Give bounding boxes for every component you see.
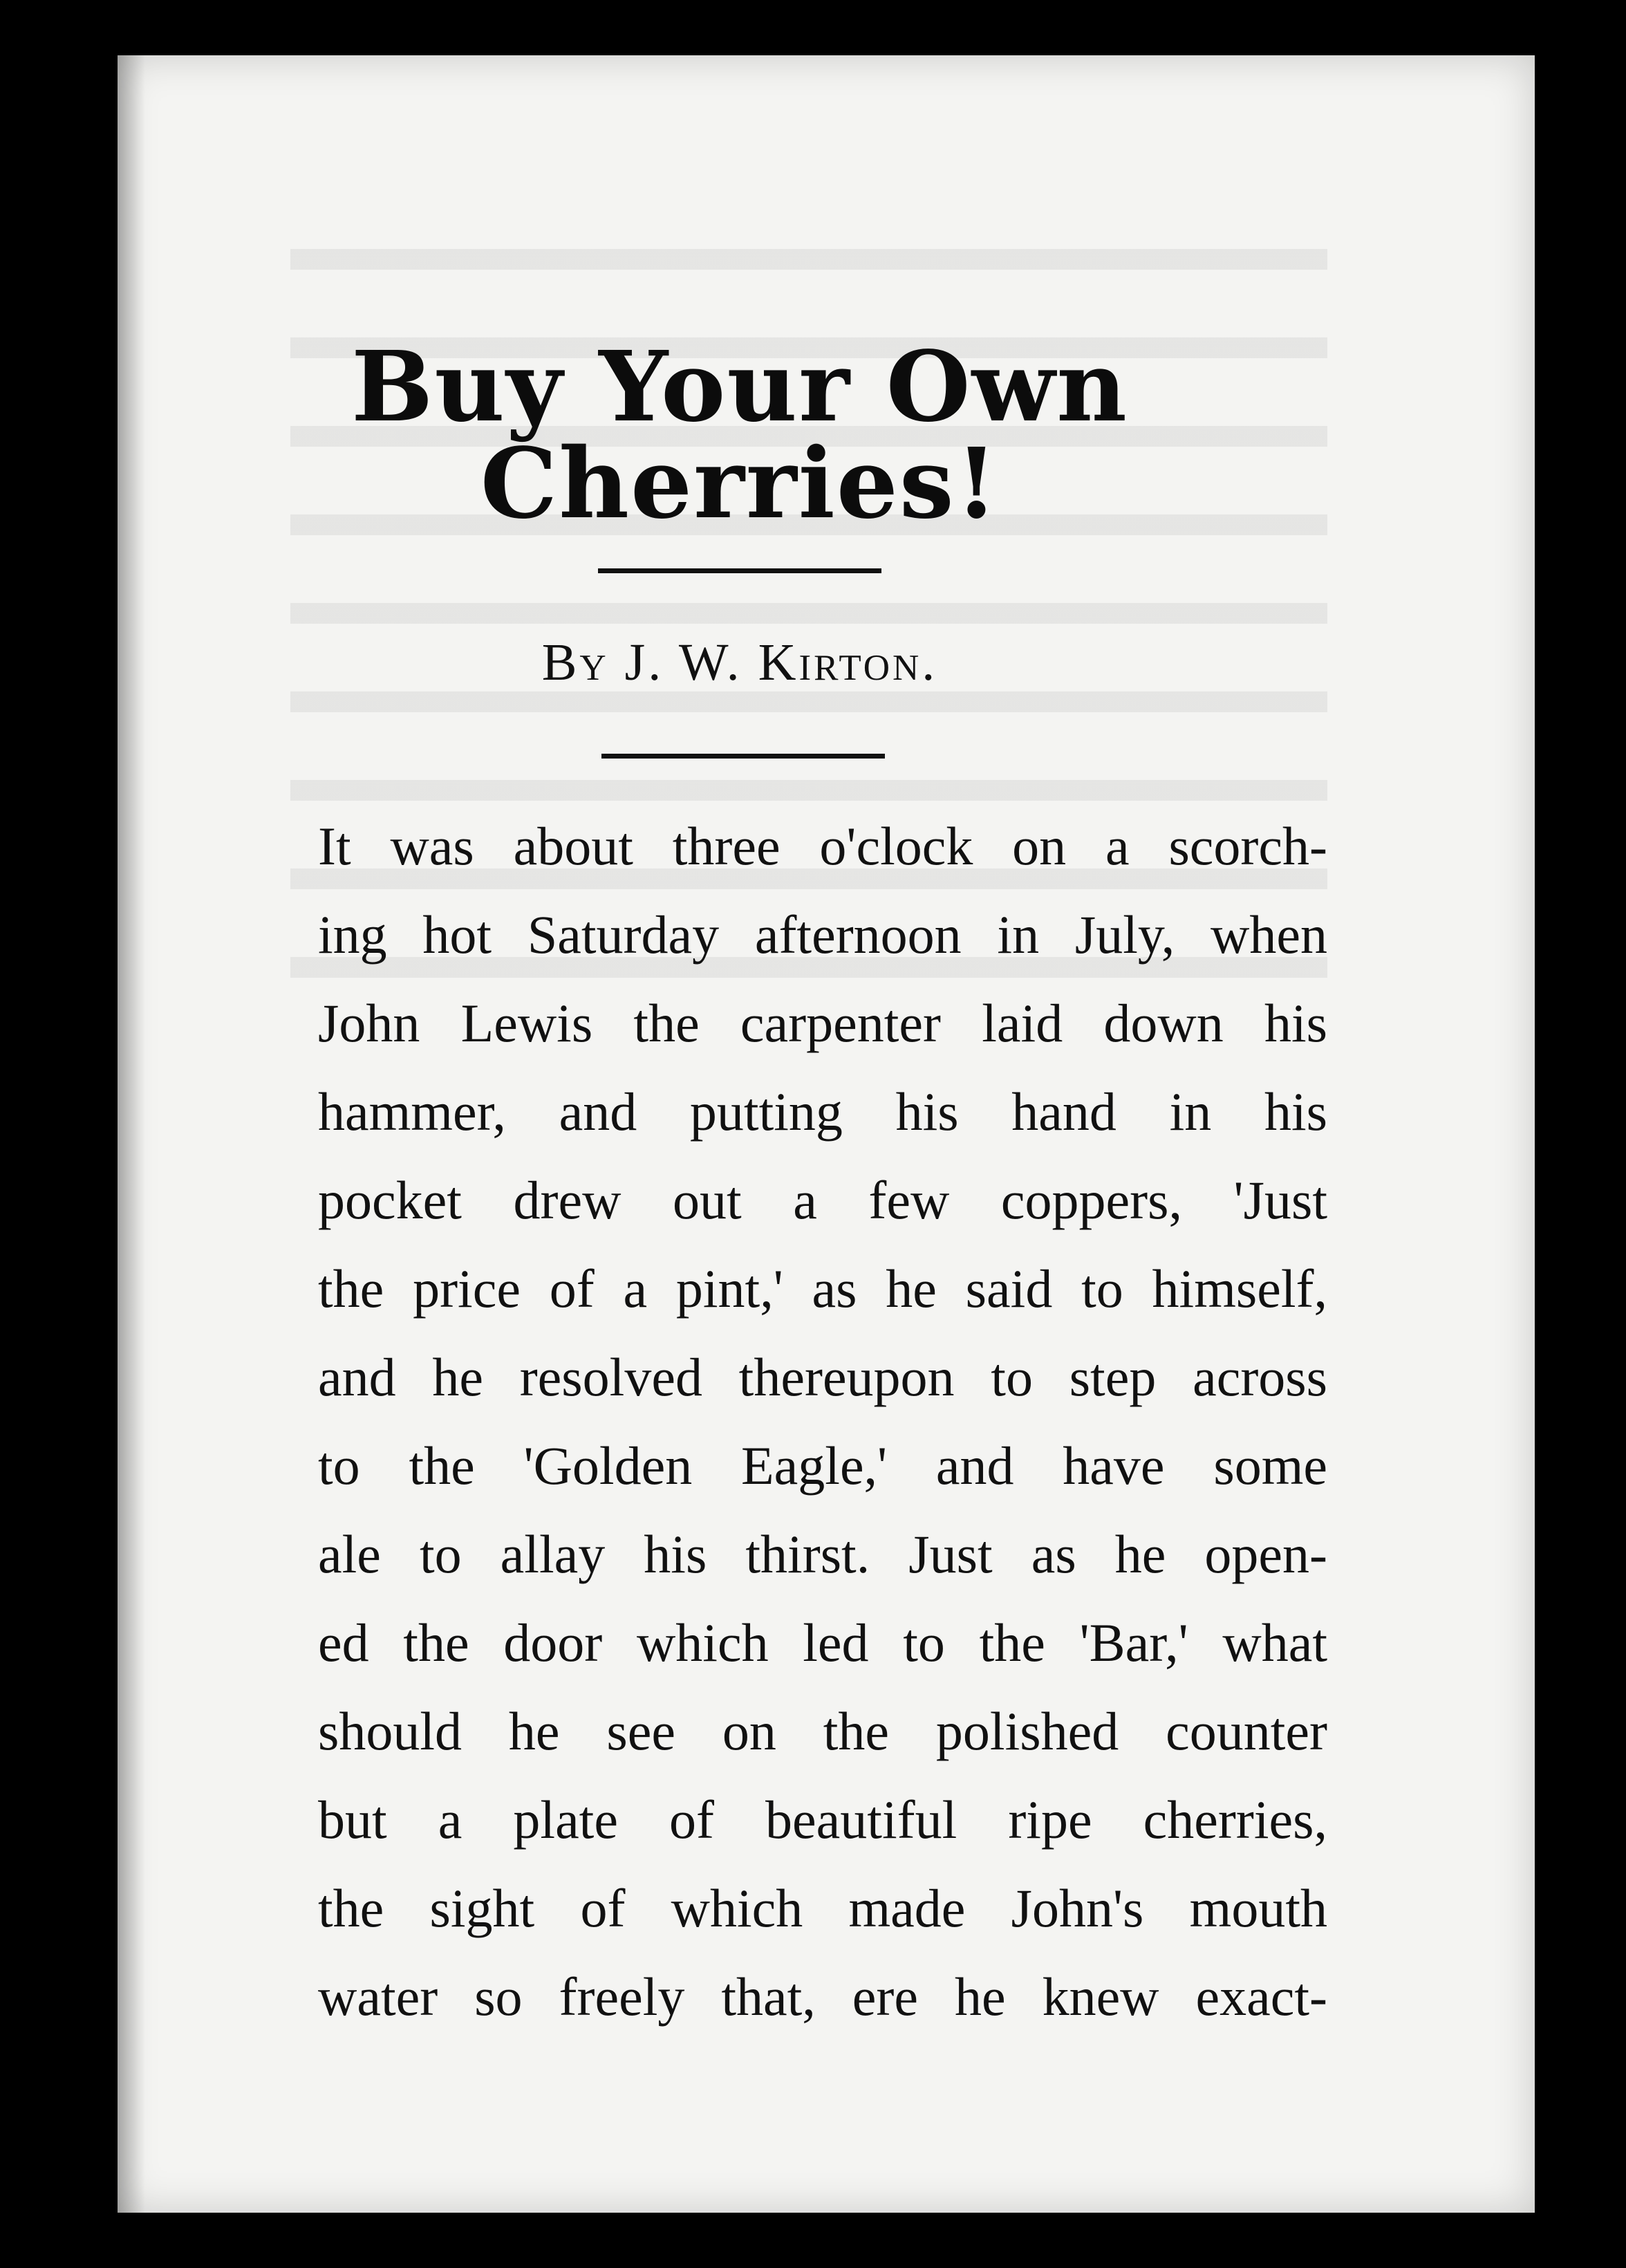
body-line: It was about three o'clock on a scorch-	[318, 816, 1327, 876]
body-line: ing hot Saturday afternoon in July, when	[318, 904, 1327, 965]
author-byline: By J. W. Kirton.	[541, 633, 938, 691]
body-line: ale to allay his thirst. Just as he open-	[318, 1524, 1327, 1584]
divider-rule-bottom	[601, 754, 885, 759]
page-shadow-edge	[118, 55, 145, 2213]
body-line: hammer, and putting his hand in his	[318, 1081, 1327, 1142]
body-line: and he resolved thereupon to step across	[318, 1347, 1327, 1407]
body-line: to the 'Golden Eagle,' and have some	[318, 1435, 1327, 1496]
body-line: should he see on the polished counter	[318, 1701, 1327, 1761]
body-line: water so freely that, ere he knew exact-	[318, 1967, 1327, 2027]
body-line: but a plate of beautiful ripe cherries,	[318, 1790, 1327, 1850]
body-line: ed the door which led to the 'Bar,' what	[318, 1612, 1327, 1673]
page-title: Buy Your Own Cherries!	[351, 331, 1128, 541]
divider-rule-top	[598, 568, 881, 573]
body-paragraph	[318, 802, 1327, 2041]
body-line: John Lewis the carpenter laid down his	[318, 993, 1327, 1053]
body-line: pocket drew out a few coppers, 'Just	[318, 1170, 1327, 1230]
body-line: the sight of which made John's mouth	[318, 1878, 1327, 1938]
body-line: the price of a pint,' as he said to himself,	[318, 1258, 1327, 1319]
